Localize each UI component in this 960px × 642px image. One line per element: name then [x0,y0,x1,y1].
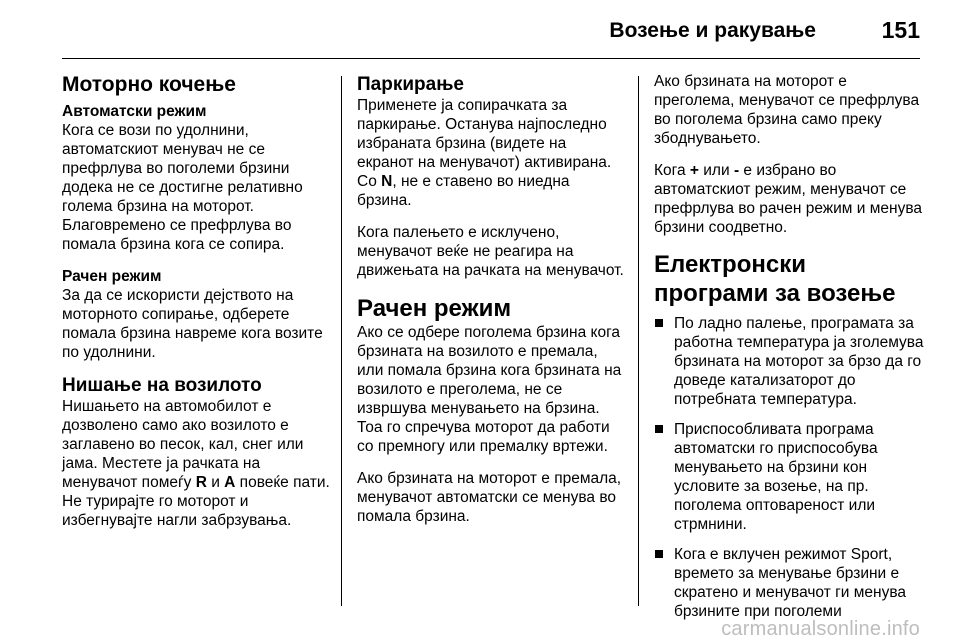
square-bullet-icon [655,319,663,327]
section-heading-manual-mode: Рачен режим [357,295,512,322]
subheading-rocking-vehicle: Нишање на возилото [62,375,262,396]
column-divider [638,76,639,606]
page-header [62,0,920,58]
column-3 [654,72,924,632]
list-item: Кога е вклучен режимот Sport, времето за менување брзини е скратено и менувачот ги менува брзините при поголеми [654,545,924,621]
paragraph: Ако брзината на моторот е преголема, менувачот се префрлува во поголема брзина само преку збоднувањето. [654,73,920,147]
minus-symbol: - [733,162,740,179]
square-bullet-icon [655,425,663,433]
gear-n: N [381,173,393,190]
subheading-manual-mode: Рачен режим [62,268,162,285]
list-item: Приспособливата програма автоматски го приспособува менувањето на брзини кон условите за возење, на пр. поголема оптовареност или стрмнини. [654,420,924,534]
paragraph-parking: Применете ја сопирачката за паркирање. Останува најпоследно избраната брзина (видете на екранот на менувачот) активирана. Со N, не е ставено во ниедна брзина. [357,97,612,209]
paragraph: За да се искористи дејството на моторното сопирање, одберете помала брзина навреме кога возите по удолнини. [62,287,323,361]
subheading-parking: Паркирање [357,74,464,95]
paragraph: Кога палењето е исклучено, менувачот веќе не реагира на движењата на рачката на менувачот. [357,224,624,279]
column-divider [341,76,342,606]
running-header-title: Возење и ракување [609,19,816,42]
list-item: По ладно палење, програмата за работна температура ја зголемува брзината на моторот за брзо да го доведе катализаторот до потребната температура. [654,314,924,409]
section-heading-engine-braking: Моторно кочење [62,73,236,96]
column-2 [357,72,627,539]
subheading-automatic-mode: Автоматски режим [62,103,207,120]
paragraph: Кога се вози по удолнини, автоматскиот менувач не се префрлува во поголеми брзини додека не се достигне релативно голема брзина на моторот. Благовремено се префрлува во помала брзина кога се сопира. [62,122,303,253]
gear-a: A [224,474,236,491]
paragraph: Ако се одбере поголема брзина кога брзината на возилото е премала, или помала брзина кога брзината на возилото е преголема, не се извршува менувањето на брзина. Тоа го спречува моторот да работи со премногу или премалку вртежи. [357,324,622,455]
paragraph: Ако брзината на моторот е премала, менувачот автоматски се менува во помала брзина. [357,470,622,525]
page-number: 151 [881,17,920,43]
bullet-list [654,314,924,621]
watermark: carmanualsonline.info [721,618,920,640]
gear-r: R [195,474,207,491]
paragraph-rocking: Нишањето на автомобилот е дозволено само ако возилото е заглавено во песок, кал, снег или јама. Местете ја рачката на менувачот помеѓу R и A повеќе пати. Не турирајте го моторот и избегнувајте нагли забрзувања. [62,398,330,529]
plus-symbol: + [689,162,699,179]
column-1 [62,72,330,543]
header-rule [62,58,920,59]
paragraph-plus-minus: Кога + или - е избрано во автоматскиот режим, менувачот се префрлува во рачен режим и менува брзини соодветно. [654,162,922,236]
section-heading-electronic-programs: Електронски програми за возење [654,251,896,307]
square-bullet-icon [655,550,663,558]
